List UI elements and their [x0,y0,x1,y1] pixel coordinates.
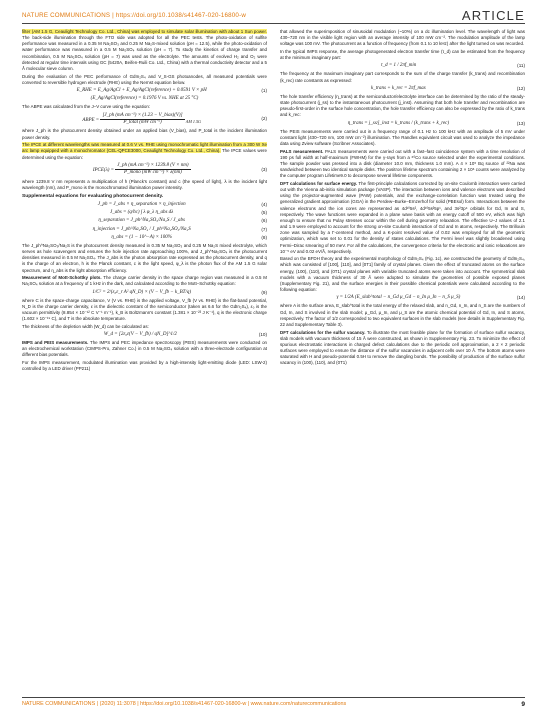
left-column [22,29,267,374]
equation-6: η_separation = J_ph^Na₂SO₃/Na₂S / J_abs (6) [98,218,267,224]
journal-header-link[interactable]: NATURE COMMUNICATIONS | https://doi.org/10.1038/s41467-020-16800-w [22,11,247,19]
equation-2: ABPE = $\frac{\text{[J\_ph (mA cm⁻²) × (1.23 − V\_bias)(V)]}}{\text{P\_total (mW cm⁻²)}}$ $_{AM 1.5G}$ (2) [82,112,267,125]
run-in-heading: DFT calculations for the sulfur vacancy. [280,329,366,335]
equation-1-note: (E_Ag/AgCl(reference) = 0.1976 V vs. NHE at 25 °C) [90,96,199,102]
section-label: ARTICLE [461,7,525,23]
paragraph [22,29,267,72]
equation-9: 1/C² = 2/(ε₀ε_r A² qN_D) × (V − V_fb − k_BT/q) (9) [92,289,267,295]
paragraph: The thickness of the depletion width (W_d) can be calculated as: [22,323,149,329]
section-heading: Supplemental equations for evaluating photocurrent density. [22,193,164,199]
paragraph: The PEIS measurements were carried out in a frequency range of 0.1 Hz to 100 kHz with an amplitude of 5 mV under constant light (430–720 nm, 100 mW cm⁻²) illumination. The Randles equivalent circuit was used to analyze the impedance data using Zview software (Scribner Associates). [280,128,525,146]
footer-citation-link[interactable]: NATURE COMMUNICATIONS | (2020) 11:3078 | https://doi.org/10.1038/s41467-020-16800-w | www.nature.com/naturecommunications [22,701,347,707]
paragraph: In the typical IMPS response, the average photogenerated electron transfer time (τ_d) can be estimated from the frequency at the minimum imaginary part: [280,48,525,61]
paragraph: The hole transfer efficiency (η_trans) at the semiconductor/electrolyte interface can be determined by the ratio of the steady-state photocurrent (j_ss) to the instantaneous photocurrent (j_inst). Assuming that both hole transfer and recombination are pseudo-first-order in the surface hole concentration, the hole transfer efficiency can also be expressed by the ratio of k_trans and k_rec: [280,93,525,118]
equation-3: IPCE(λ) = $\frac{\text{J\_ph (mA cm⁻²) × 1239.8 (V × nm)}}{\text{P\_mono (mW cm⁻²) × λ(nm)}}$ (3) [92,163,267,176]
highlighted-text: filter (AM 1.5 G, Ceaulight Technology Co. Ltd., China) was employed to simulate solar illumination with about 1 Sun power. [22,29,267,34]
right-column [280,29,525,368]
run-in-heading: PALS measurement. [280,148,324,154]
highlighted-text: The IPCE at different wavelengths was measured at 0.6 V vs. RHE using monochromatic light illumination from a 300 W Xe arc lamp equipped with a monochromator (CEL-QPCE3000, Ceaulight Technology Co. Ltd., China). [22,142,267,154]
equation-10: W_d = [2ε₀ε(V − V_fb) / qN_D]^1/2 (10) [103,331,267,337]
page-header [22,8,525,22]
equation-1: E_RHE = E_Ag/AgCl + E_Ag/AgCl(reference) + 0.0591 V × pH (1) [76,87,267,93]
paragraph: that allowed the superimposition of sinusoidal modulation (~10%) on a dc illumination level. The wavelength of light was 430–720 nm in the visible light region with an average intensity of 100 mW cm⁻². The modulation amplitude of the lamp voltage was 100 mV. The photocurrent as a function of frequency (from 0.1 to 10 kHz) after the light turned on was recorded. [280,29,525,47]
paragraph: Based on the BFDH theory and the experimental morphology of GdIn₂S₄ (Fig. 1c), we constructed the geometry of GdIn₂S₄, which was consisted of [100], [110], and [0T1] family of crystal planes. Given the effect of truncated atoms on the surface energy, (100), (110), and (0T1) crystal planes with variable truncated atoms were taken into account. The symmetrical slab models with a vacuum thickness of 30 Å were adopted to simulate the geometries of possible exposed planes (Supplementary Fig. 21), and the surface energies in their possible chemical potentials were calculated according to the following equation: [280,256,525,293]
paragraph: During the evaluation of the PEC performance of GdIn₂S₄ and V_S-GS photoanodes, all measured potentials were converted to reversible hydrogen electrode (RHE) using the Nernst equation below. [22,73,267,85]
equation-8: η_abs = (1 − 10^−A) × 100% (8) [111,234,267,240]
paragraph: The frequency at the maximum imaginary part corresponds to the sum of the charge transfer (k_trans) and recombination (k_rec) rate constants as expressed: [280,71,525,83]
paragraph: where C is the space-charge capacitance, V (V vs. RHE) is the applied voltage, V_fb (V vs. RHE) is the flat-band potential, N_D is the charge carrier density, ε is the dielectric constant of the semiconductor (taken as 6.6 for the GdIn₂S₄), ε₀ is the vacuum permittivity (8.854 × 10⁻¹² C V⁻¹ m⁻¹), k_B is Boltzmann's constant (1.381 × 10⁻²³ J K⁻¹), q is the electronic charge (1.602 × 10⁻¹⁹ C), and T is the absolute temperature. [22,297,267,322]
paragraph: DFT calculations for surface energy. The first-principle calculations corrected by on-site Coulomb interaction were carried out with the Vienna ab-initio simulation package (VASP). The interaction between ions and valence electrons was described using the projector-augmented wave (PAW) potentials, and the exchange-correlation function was treated using the generalized gradient approximation (GGA) in the Perdew–Burke–Ernzerhof for solid (PBEsol) form. Interactions between the valence electrons and the ion cores are represented as 4d¹⁰5s², 4d¹⁰5s²5p¹, and 3s²3p⁴ orbitals for Gd, In and S, respectively. The wave functions were expanded in a plane wave basis with an energy cutoff of 500 eV, which was high enough to ensure that no Pulay stresses occur within the cell during geometry relaxation. The effective U–J values of 2.1 and 1.9 were employed to account for the strong on-site Coulomb interaction of Gd and In atoms, respectively. The Brillouin zone was sampled by a Γ-centered method, and a K-point resolved value of 0.02 was employed for all the geometric optimization, which was set to 0.01 for the density of states calculations. The Fermi level was slightly broadened using Fermi–Dirac smearing of 50 meV. For all the calculations, the convergence criteria for the electronic and ionic relaxations are 10⁻⁵ eV and 0.02 eV/Å, respectively. [280,180,525,254]
paragraph: The J_ph^Na₂SO₃/Na₂S is the photocurrent density measured in 0.35 M Na₂SO₃ and 0.25 M Na₂S mixed electrolyte, which serves as hole scavengers and ensures the hole injection rate approaching 100%, and J_ph^Na₂SO₄ is the photocurrent densities measured in 0.5 M Na₂SO₄. The J_abs is the photon absorption rate expressed as the photocurrent density, and q is the charge of an electron, h is the Planck constant, c is the light speed, φ_λ is the photon flux of the AM 1.5 G solar spectrum, and η_abs is the light absorption efficiency. [22,242,267,273]
equation-4: J_ph = J_abs × η_separation × η_injection (4) [97,202,267,208]
equation-13: η_trans = j_ss/j_inst = k_trans / (k_trans + k_rec) (13) [347,120,525,126]
equation-14: γ = 1/2A (E_slab^total − n_Gd μ_Gd − n_In μ_In − n_S μ_S) (14) [336,295,525,301]
paragraph: where A is the surface area, E_slab^total is the total energy of the relaxed slab, and n_Gd, n_In, and n_S are the numbers of Gd, In, and S involved in the slab model; μ_Gd, μ_In, and μ_S are the atomic chemical potential of Gd, In, and S atoms, respectively. The factor of 1/2 corresponded to two equivalent surfaces in the slab models (see details in Supplementary Fig. 22 and Supplementary Table 3). [280,303,525,327]
paragraph: DFT calculations for the sulfur vacancy. To illustrate the most feasible plane for the formation of surface sulfur vacancy, slab models with vacuum thickness of 15 Å were constructed, as shown in Supplementary Fig. 23. To minimize the effect of spurious electrostatic interactions in charged defect calculations due to the periodic cell approximation, a 2 × 2 periodic surfaces were employed to ensure the distance of the sulfur vacancies in adjacent cells over 10 Å. The bottom atoms were saturated with H and pseudo-potential 0.5H to remove the dangling bonds. The possibility of production of the surface sulfur vacancy in (100), (110), and (0T1) [280,329,525,366]
paragraph: Measurement of Mott-Schottky plots. The charge carrier density in the space charge region was measured in a 0.5 M Na₂SO₄ solution at a frequency of 1 kHz in the dark, and calculated according to the Mott–Schottky equation: [22,275,267,287]
equation-11: τ_d = 1 / 2πf_min (11) [380,63,525,69]
paragraph: where 1239.8 V nm represents a multiplication of h (Planck's constant) and c (the speed of light), λ is the incident light wavelength (nm), and P_mono is the monochromated illumination power intensity. [22,178,267,190]
paragraph: PALS measurement. PALS measurements were carried out with a fast–fast coincidence system with a time resolution of 190 ps full width at half-maximum (FWHM) for the γ-rays from a ⁶⁰Co source selected under the experimental conditions. The sample powder was pressed into a disk (diameter 10.0 mm, thickness 1.0 mm). A 4 × 10⁵ Bq source of ²²Na was sandwiched between two identical sample disks. The positron lifetime spectrum containing 2 × 10⁶ counts were analyzed by the computer program Lifetime9.0 to decompose several lifetime components. [280,148,526,179]
run-in-heading: IMPS and PEIS measurements. [22,340,89,346]
paragraph: where J_ph is the photocurrent density obtained under an applied bias (V_bias), and P_total is the incident illumination power density. [22,128,267,140]
footer-divider [22,697,525,698]
equation-7: η_injection = J_ph^Na₂SO₄ / J_ph^Na₂SO₃/Na₂S (7) [92,226,267,232]
run-in-heading: DFT calculations for surface energy. [280,180,358,186]
equation-12: k_trans + k_rec = 2πf_max (12) [370,85,525,91]
paragraph: The IPCE at different wavelengths was measured at 0.6 V vs. RHE using monochromatic light illumination from a 300 W Xe arc lamp equipped with a monochromator (CEL-QPCE3000, Ceaulight Technology Co. Ltd., China). The IPCE values were determined using the equation: [22,142,267,160]
paragraph: For the IMPS measurement, modulated illumination was provided by a high-intensity light-emitting diode (LED: LSW-2) controlled by a LED driver (PP211) [22,360,267,372]
equation-5: J_abs = (q/hc) ∫ λ φ_λ η_abs dλ (5) [110,210,267,216]
paragraph: The ABPE was calculated from the J–V curve using the equation: [22,104,151,110]
paragraph: IMPS and PEIS measurements. The IMPS and PEC impedance spectroscopy (PEIS) measurements were conducted on an electrochemical workstation (CIMPS-Pro, Zahner Co.) in 0.5 M Na₂SO₄ solution with a three-electrode configuration at different bias potentials. [22,340,268,358]
header-divider [22,23,525,24]
page-footer [22,701,525,708]
page-number: 9 [521,701,525,708]
text: The back-side illumination through the FTO side was adopted for all the PEC tests. The photo-oxidation of sulfite performance was measured in a 0.35 M Na₂SO₃ and 0.25 M Na₂S-mixed solution (pH = 12.5), while the photo-oxidation of water performance was measured in a 0.5 M Na₂SO₄ solution (pH = 7). To study the kinetics of charge transfer and recombination, 0.5 M Na₂SO₄ solution (pH = 7) was used as the electrolyte. The amounts of evolved H₂ and O₂ were detected at regular time intervals using GC (5420A, Beifen-Ruili Co. Ltd., China) with a thermal conductivity detector and a 5 Å molecular sieve column. [22,35,267,71]
run-in-heading: Measurement of Mott-Schottky plots. [22,275,102,281]
